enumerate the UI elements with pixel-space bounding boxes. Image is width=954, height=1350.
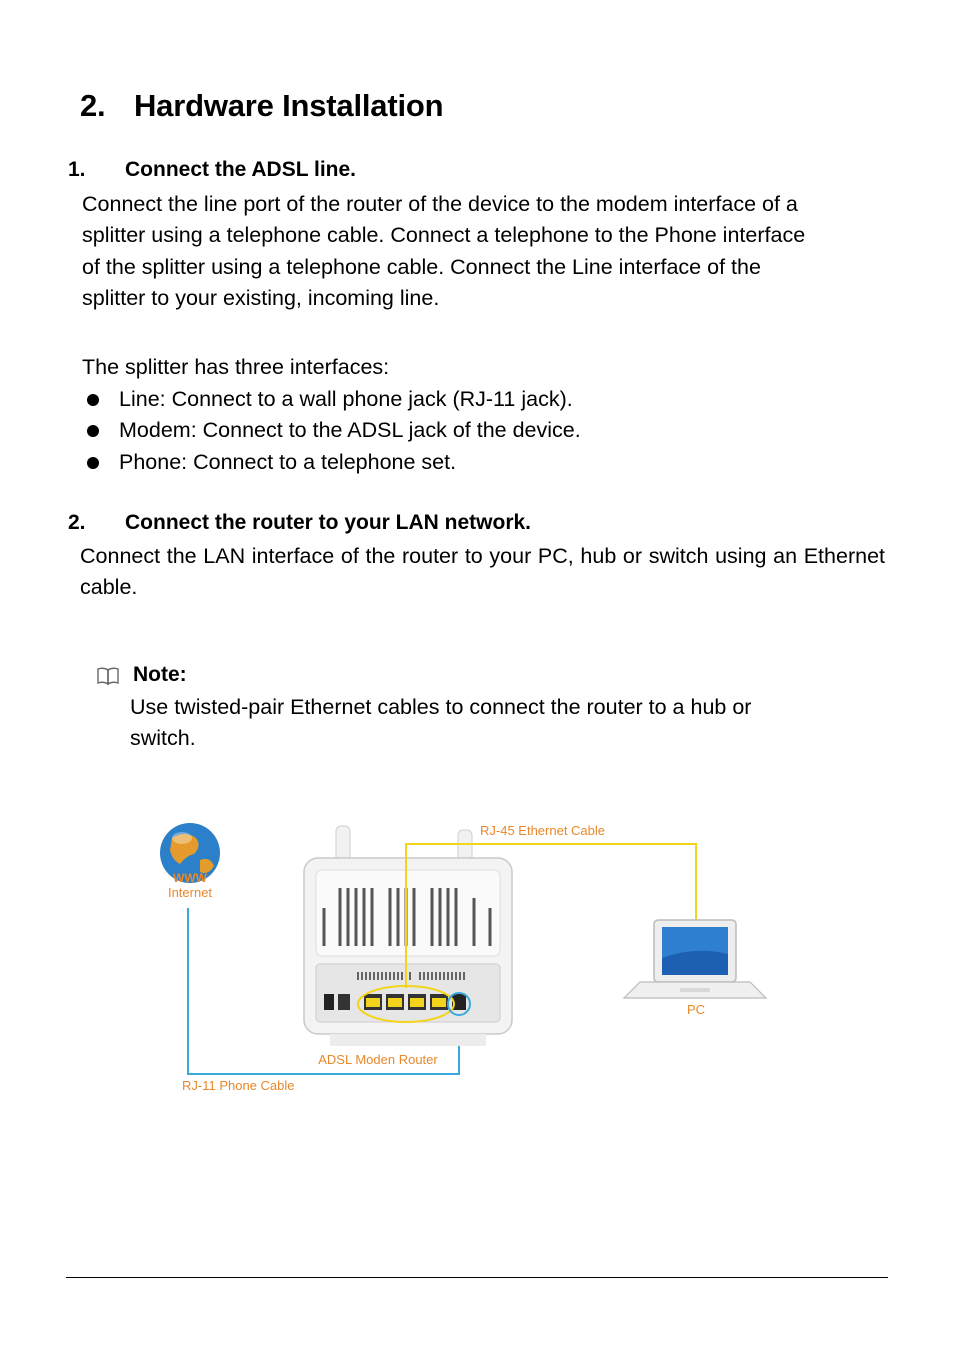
list-item-text: Modem: Connect to the ADSL jack of the device. — [119, 418, 581, 443]
list-item — [84, 447, 581, 478]
internet-label: Internet — [167, 885, 213, 900]
connection-diagram — [150, 808, 790, 1108]
bullet-icon — [87, 457, 99, 469]
step1-line: of the splitter using a telephone cable. Connect the Line interface of the — [82, 254, 761, 279]
step1-line: splitter to your existing, incoming line. — [82, 285, 440, 310]
step2-number: 2. — [68, 511, 86, 534]
section-title: Hardware Installation — [134, 88, 444, 123]
step2-heading — [68, 511, 531, 535]
www-label: WWW — [173, 871, 207, 885]
router-label: ADSL Moden Router — [318, 1052, 438, 1067]
section-number: 2. — [80, 88, 106, 123]
splitter-intro: The splitter has three interfaces: — [82, 355, 390, 379]
section-heading — [80, 88, 443, 124]
router-image — [304, 826, 512, 1046]
ethernet-cable-label: RJ-45 Ethernet Cable — [480, 823, 606, 838]
note-title: Note: — [133, 663, 187, 686]
step2-title: Connect the router to your LAN network. — [125, 511, 532, 534]
note-line: Use twisted-pair Ethernet cables to connect the router to a hub or — [130, 695, 752, 719]
step1-number: 1. — [68, 158, 86, 181]
list-item-text: Phone: Connect to a telephone set. — [119, 449, 457, 474]
list-item — [84, 384, 581, 415]
bullet-icon — [87, 394, 99, 406]
laptop-icon — [624, 920, 766, 998]
list-item-text: Line: Connect to a wall phone jack (RJ-11 jack). — [119, 387, 573, 411]
footer-divider — [66, 1277, 888, 1278]
step1-line: splitter using a telephone cable. Connect a telephone to the Phone interface — [82, 223, 806, 248]
phone-cable-label: RJ-11 Phone Cable — [182, 1078, 295, 1093]
step1-heading — [68, 158, 356, 182]
note-line: switch. — [130, 726, 196, 751]
step1-line: Connect the line port of the router of the device to the modem interface of a — [82, 192, 798, 216]
note-body — [130, 692, 870, 755]
step1-title: Connect the ADSL line. — [125, 158, 357, 181]
step1-paragraph — [82, 189, 902, 314]
pc-label: PC — [686, 1002, 706, 1017]
bullet-icon — [87, 425, 99, 437]
book-icon — [96, 666, 120, 686]
step2-paragraph: Connect the LAN interface of the router to your PC, hub or switch using an Ethernet cable. — [80, 544, 885, 600]
splitter-interfaces-list — [84, 384, 581, 478]
list-item — [84, 415, 581, 446]
